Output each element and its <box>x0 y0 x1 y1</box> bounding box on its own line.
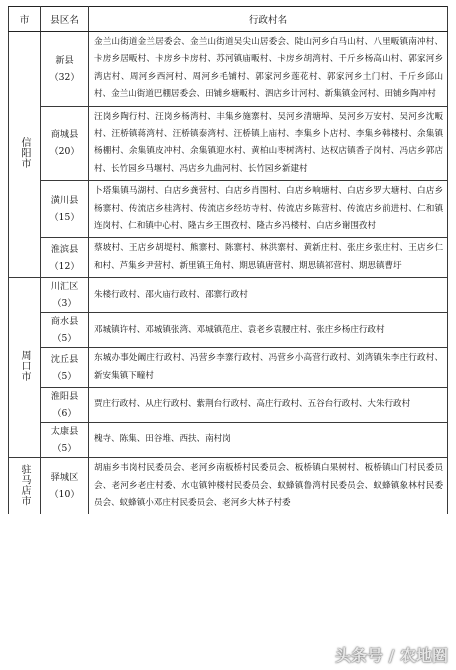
county-count: （32） <box>49 71 80 83</box>
village-list: 卜塔集镇马湖村、白店乡龚营村、白店乡肖围村、白店乡响塘村、白店乡罗大塘村、白店乡杨寨村、传流店乡桂湾村、传流店乡经坊寺村、传流店乡陈营村、传流店乡前进村、仁和镇连岗村、仁和镇中心村、隆古乡王围孜村、隆古乡冯楼村、白店乡谢围孜村 <box>89 181 448 238</box>
county-name: 新县 <box>55 54 74 66</box>
county-count: （3） <box>52 298 77 310</box>
county-cell <box>41 458 89 515</box>
city-name: 信阳市 <box>19 137 30 169</box>
county-cell <box>41 423 89 458</box>
city-cell <box>9 32 41 278</box>
county-name: 淮滨县 <box>50 243 79 255</box>
county-count: （12） <box>49 260 80 272</box>
table-row <box>9 106 448 181</box>
village-list: 槐寺、陈集、田谷堆、西扶、南村岗 <box>89 423 448 458</box>
header-city: 市 <box>9 7 41 32</box>
county-cell <box>41 32 89 107</box>
header-county: 县区名 <box>41 7 89 32</box>
table-row <box>9 423 448 458</box>
county-count: （10） <box>49 489 80 501</box>
village-list: 蔡坡村、王店乡胡堤村、熊寨村、陈寨村、林洪寨村、黄新庄村、张庄乡张庄村、王店乡仁和村、芦集乡尹营村、新里镇王角村、期思镇唐营村、期思镇祁营村、期思镇曹圩 <box>89 238 448 278</box>
county-name: 太康县 <box>50 426 79 438</box>
table-row <box>9 313 448 348</box>
county-name: 淮阳县 <box>50 391 79 403</box>
county-cell <box>41 313 89 348</box>
county-name: 川汇区 <box>50 281 79 293</box>
county-name: 商水县 <box>50 316 79 328</box>
county-cell <box>41 388 89 423</box>
village-list: 东城办事处阚庄行政村、冯营乡李寨行政村、冯营乡小高营行政村、刘湾镇朱李庄行政村、新安集镇下疃村 <box>89 348 448 388</box>
table-row <box>9 32 448 107</box>
table-header-row <box>9 7 448 32</box>
county-count: （20） <box>49 146 80 158</box>
village-list: 胡庙乡韦岗村民委员会、老河乡南板桥村民委员会、板桥镇白果树村、板桥镇山门村民委员会、老河乡老庄村委、水屯镇钟楼村民委员会、蚁蜂镇鲁湾村民委员会、蚁蜂镇象林村民委员会、蚁蜂镇小邓庄村民委员会、老河乡大林子村委 <box>89 458 448 515</box>
table-row <box>9 348 448 388</box>
city-cell <box>9 278 41 458</box>
city-name: 周口市 <box>19 350 30 382</box>
administrative-villages-table <box>8 6 448 514</box>
county-cell <box>41 348 89 388</box>
village-list: 邓城镇许村、邓城镇张湾、邓城镇范庄、袁老乡袁腰庄村、张庄乡杨庄行政村 <box>89 313 448 348</box>
county-count: （5） <box>52 370 77 382</box>
county-count: （15） <box>49 212 80 224</box>
county-name: 驿城区 <box>50 472 79 484</box>
county-count: （5） <box>52 333 77 345</box>
table-row <box>9 181 448 238</box>
county-name: 沈丘县 <box>50 353 79 365</box>
village-list: 汪岗乡陶行村、汪岗乡杨湾村、丰集乡施寨村、吴河乡清塘埠、吴河乡万安村、吴河乡沈畈村、汪桥镇蒋湾村、汪桥镇泰湾村、汪桥镇上庙村、李集乡卜店村、李集乡韩楼村、余集镇杨棚村、余集镇皮冲村、余集镇迎水村、黄柏山枣树湾村、达权店镇香子岗村、冯店乡郭店村、长竹园乡马堰村、冯店乡九曲河村、长竹园乡新建村 <box>89 106 448 181</box>
village-list: 金兰山街道金兰居委会、金兰山街道吴尖山居委会、陡山河乡白马山村、八里畈镇南冲村、卡房乡居畈村、卡房乡卡房村、苏河镇庙畈村、卡房乡胡湾村、千斤乡杨高山村、郭家河乡湾店村、周河乡西河村、周河乡毛铺村、郭家河乡莲花村、郭家河乡土门村、千斤乡邱山村、金兰山街道巴棚居委会、田铺乡塘畈村、泗店乡计河村、新集镇金河村、田铺乡陶冲村 <box>89 32 448 107</box>
county-name: 商城县 <box>50 129 79 141</box>
city-name: 驻马店市 <box>19 463 30 506</box>
county-count: （6） <box>52 408 77 420</box>
table-row <box>9 278 448 313</box>
table-row <box>9 238 448 278</box>
table-row <box>9 388 448 423</box>
village-list: 贾庄行政村、从庄行政村、紫荆台行政村、高庄行政村、五谷台行政村、大朱行政村 <box>89 388 448 423</box>
county-name: 潢川县 <box>50 195 79 207</box>
county-cell <box>41 181 89 238</box>
county-cell <box>41 278 89 313</box>
watermark: 头条号 / 农地圈 <box>335 646 448 665</box>
table-row <box>9 458 448 515</box>
header-villages: 行政村名 <box>89 7 448 32</box>
county-cell <box>41 238 89 278</box>
village-list: 朱楼行政村、邵火庙行政村、邵寨行政村 <box>89 278 448 313</box>
county-count: （5） <box>52 443 77 455</box>
city-cell <box>9 458 41 515</box>
county-cell <box>41 106 89 181</box>
